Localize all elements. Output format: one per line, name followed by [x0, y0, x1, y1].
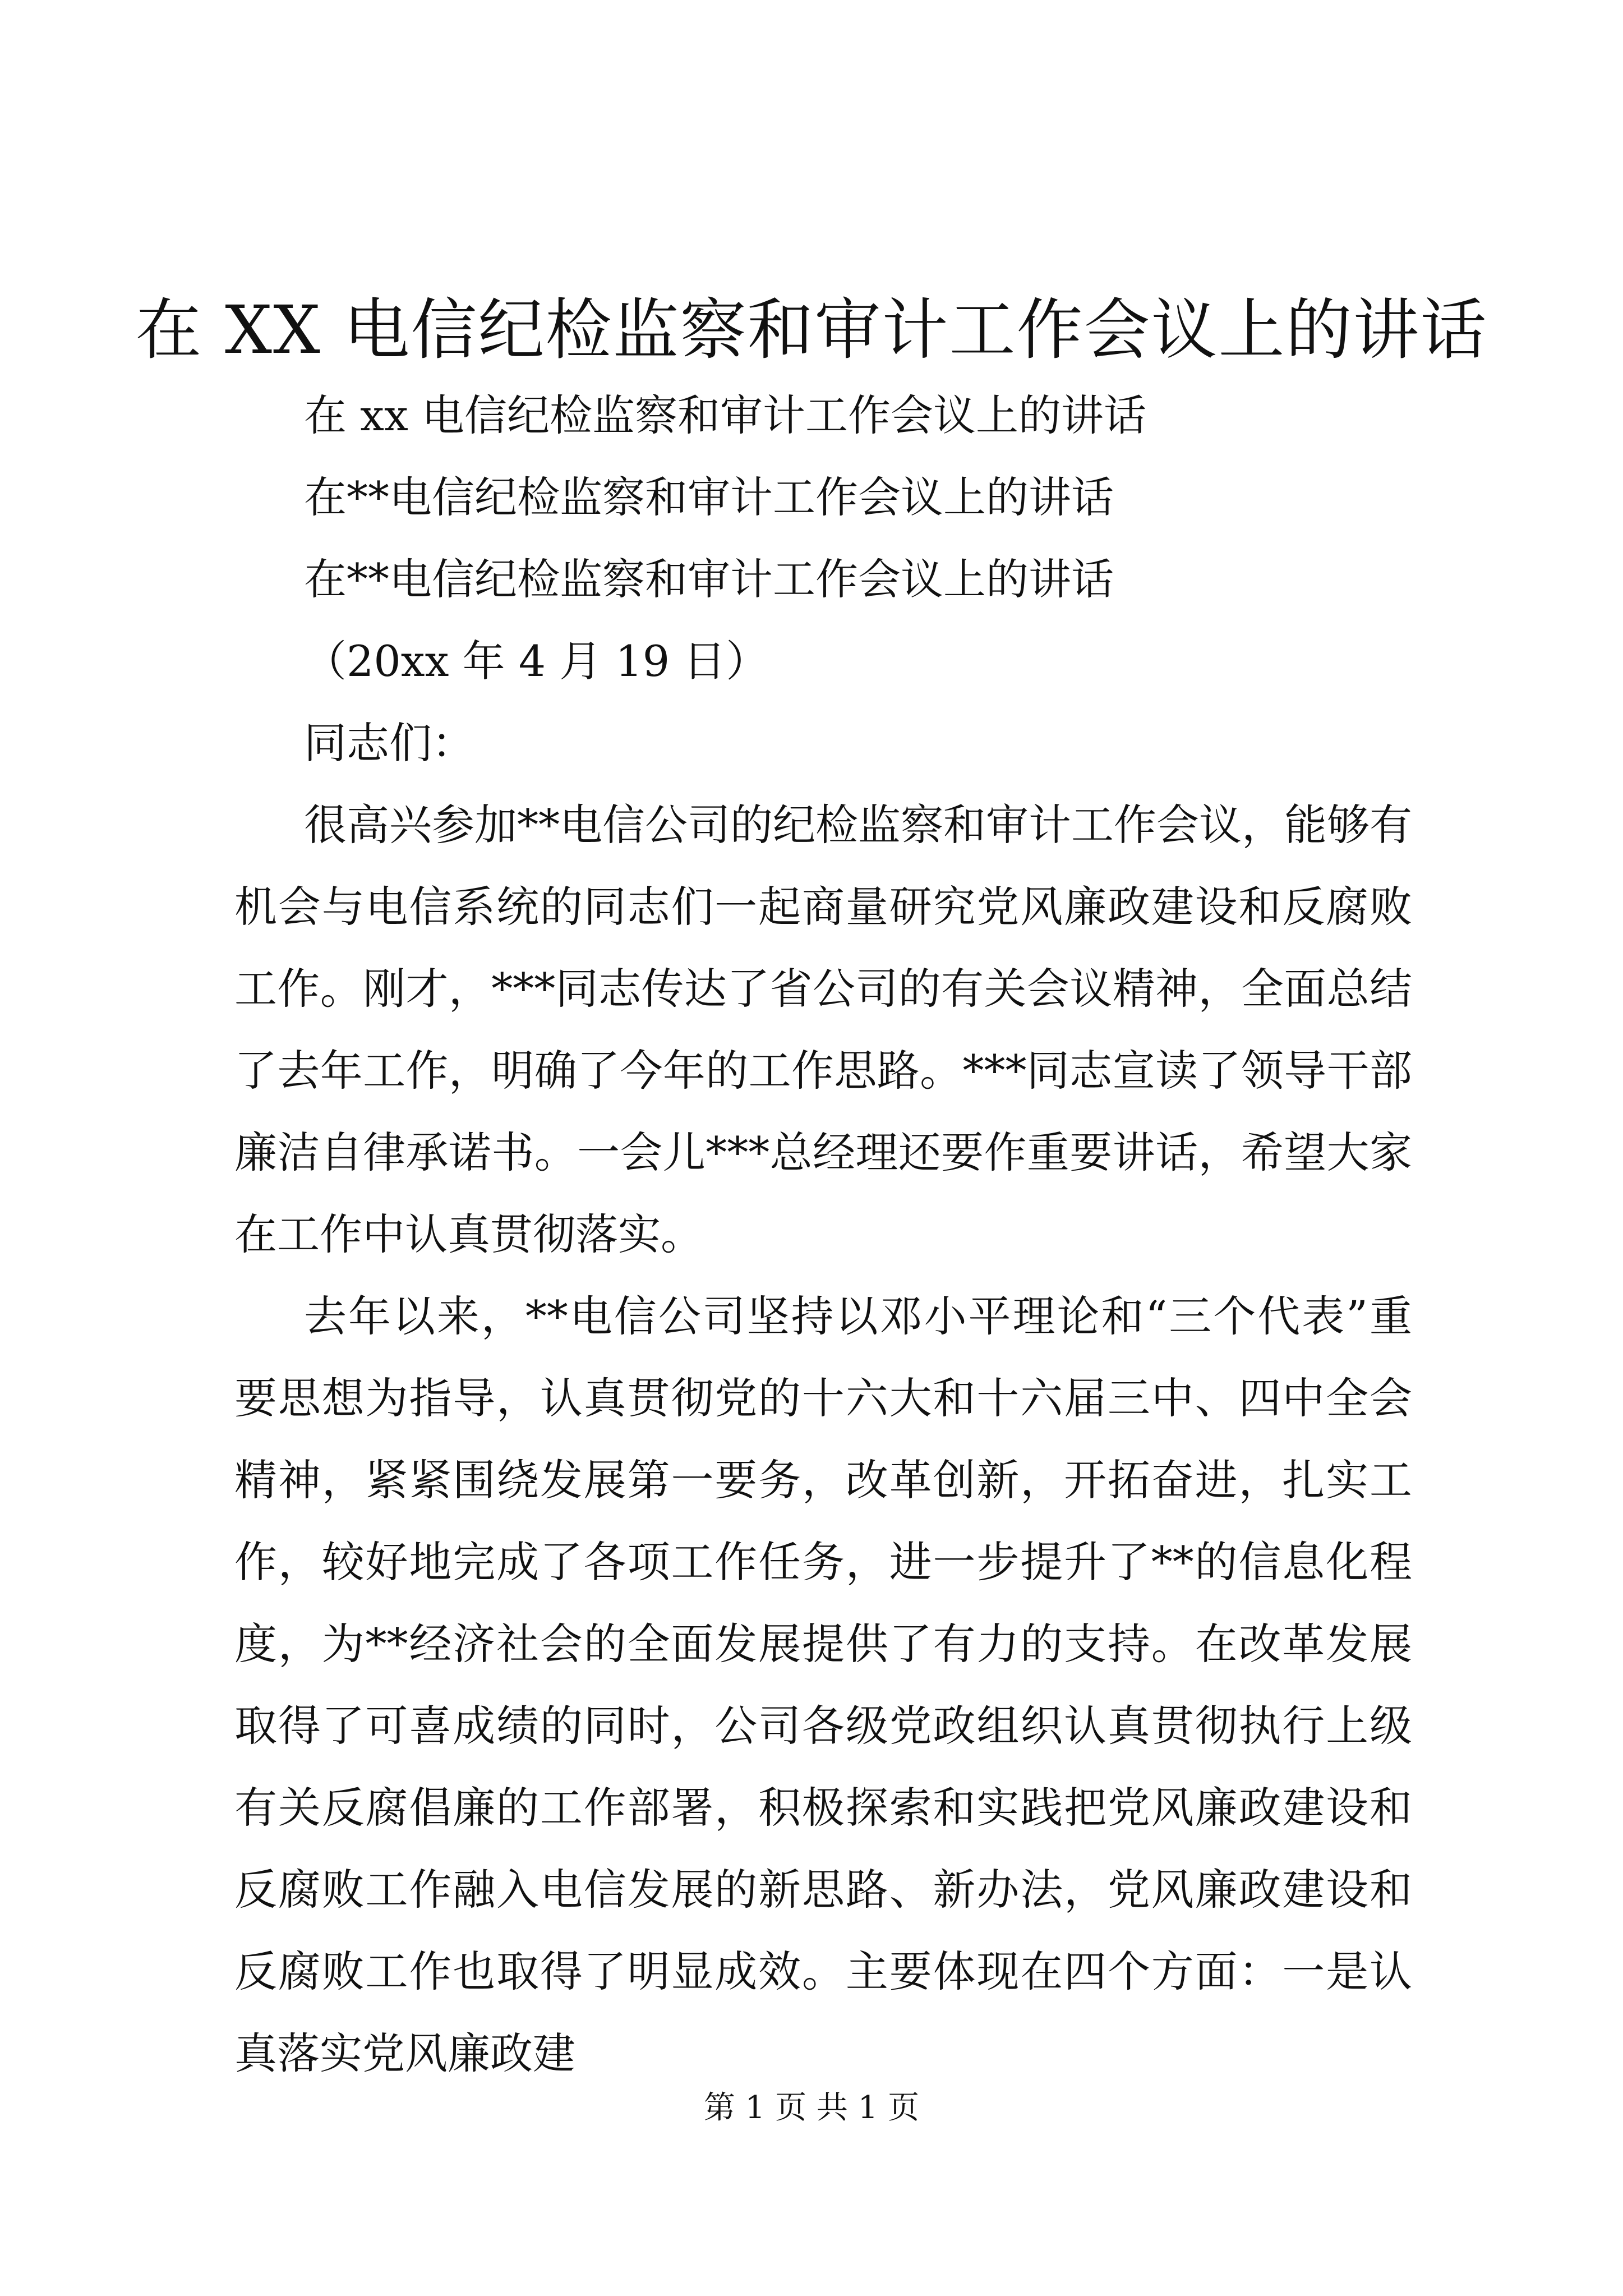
salutation: 同志们：: [304, 718, 474, 768]
page-footer: 第 1 页 共 1 页: [703, 2090, 920, 2126]
document-body: [234, 375, 1412, 2095]
subtitle-line: 在 xx 电信纪检监察和审计工作会议上的讲话: [304, 390, 1147, 440]
paragraph-container: [234, 784, 1412, 2095]
body-paragraph: 很高兴参加**电信公司的纪检监察和审计工作会议，能够有机会与电信系统的同志们一起商量研究党风廉政建设和反腐败工作。刚才，***同志传达了省公司的有关会议精神，全面总结了去年工作，明确了今年的工作思路。***同志宣读了领导干部廉洁自律承诺书。一会儿***总经理还要作重要讲话，希望大家在工作中认真贯彻落实。: [234, 800, 1412, 1259]
subtitle-line: 在**电信纪检监察和审计工作会议上的讲话: [304, 554, 1114, 604]
body-paragraph: 去年以来，**电信公司坚持以邓小平理论和“三个代表”重要思想为指导，认真贯彻党的十六大和十六届三中、四中全会精神，紧紧围绕发展第一要务，改革创新，开拓奋进，扎实工作，较好地完成了各项工作任务，进一步提升了**的信息化程度，为**经济社会的全面发展提供了有力的支持。在改革发展取得了可喜成绩的同时，公司各级党政组织认真贯彻执行上级有关反腐倡廉的工作部署，积极探索和实践把党风廉政建设和反腐败工作融入电信发展的新思路、新办法，党风廉政建设和反腐败工作也取得了明显成效。主要体现在四个方面：一是认真落实党风廉政建: [234, 1291, 1412, 2078]
document-title: 在 XX 电信纪检监察和审计工作会议上的讲话: [135, 291, 1488, 369]
subtitle-line: 在**电信纪检监察和审计工作会议上的讲话: [304, 472, 1114, 522]
date-line: （20xx 年 4 月 19 日）: [304, 636, 769, 686]
